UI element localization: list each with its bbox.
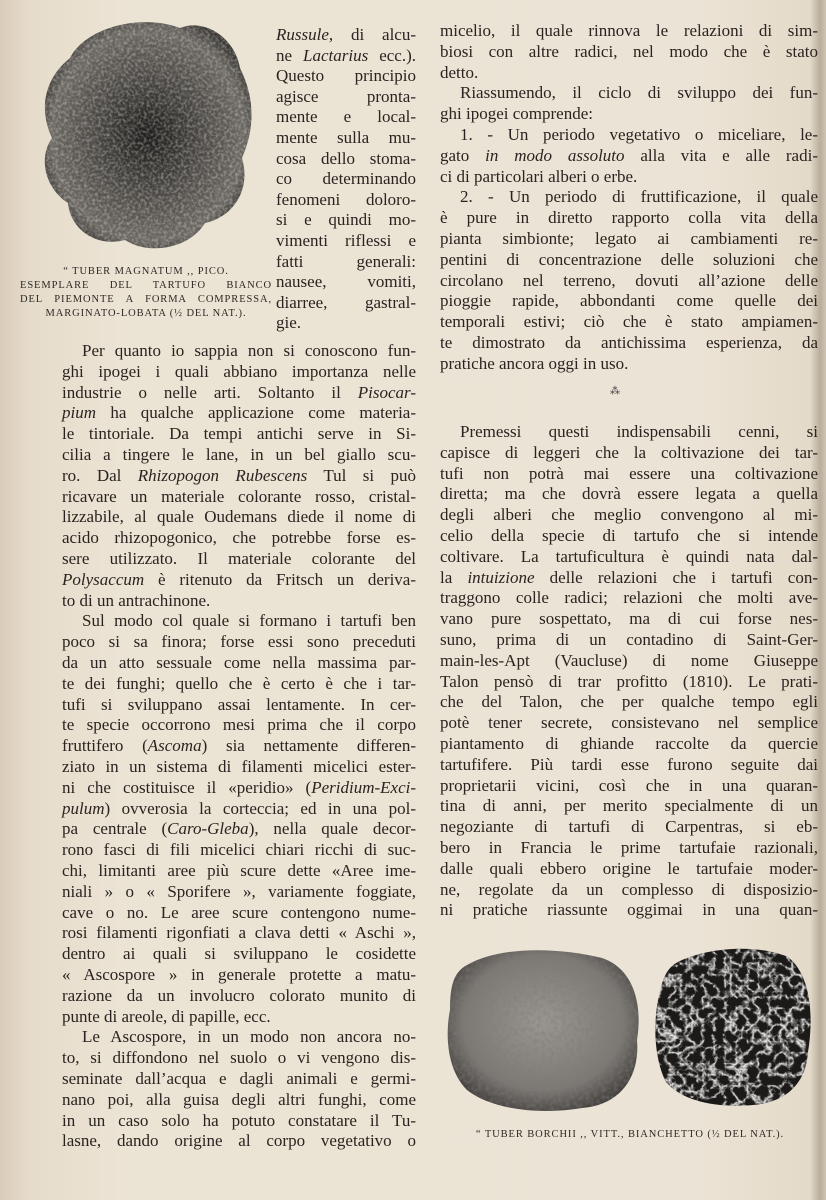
text-segment: suno, prima di un contadino di Saint-Ger- bbox=[440, 630, 818, 649]
text-line bbox=[276, 230, 416, 251]
text-line bbox=[440, 504, 818, 525]
text-segment: vimenti riflessi e bbox=[276, 231, 416, 250]
italic-term: pulum bbox=[62, 798, 105, 818]
text-segment: te specie occorrono mesi prima che il corpo bbox=[62, 715, 416, 735]
text-segment: diarree, gastral- bbox=[276, 292, 416, 312]
text-segment: alla vita e alle radi- bbox=[624, 145, 818, 165]
text-line bbox=[440, 879, 818, 900]
text-segment: tufi si sviluppano assai lentamente. In cer- bbox=[62, 694, 416, 714]
text-line bbox=[62, 465, 416, 486]
text-segment: celio della specie di tartufo che si intende bbox=[440, 526, 818, 545]
text-line bbox=[440, 650, 818, 671]
italic-term: Polysaccum bbox=[62, 569, 145, 589]
text-segment: ziato in un sistema di filamenti micelici ester- bbox=[62, 757, 416, 776]
text-line bbox=[460, 82, 818, 103]
text-line bbox=[62, 777, 416, 798]
text-segment: ni che costituisce il «peridio» ( bbox=[62, 777, 312, 797]
text-line bbox=[440, 249, 818, 270]
text-segment: ) sia nettamente differen- bbox=[201, 736, 416, 756]
text-segment: ) ovverosia la corteccia; ed in una pol- bbox=[104, 798, 416, 818]
caption-text: “ TUBER BORCHII ,, VITT., BIANCHETTO (½ DEL NAT.). bbox=[475, 1129, 785, 1140]
text-segment: to di un antrachinone. bbox=[62, 590, 211, 610]
italic-term: Caro-Gleba bbox=[167, 819, 249, 839]
text-segment: pianta simbionte; legato ai cambiamenti re- bbox=[440, 229, 818, 248]
text-segment: proprietarii vicini, così che in una quaran- bbox=[440, 775, 818, 795]
italic-term: intuizione bbox=[467, 567, 535, 587]
text-line bbox=[62, 1047, 416, 1068]
text-segment: chi, limitanti aree più scure dette «Aree ime- bbox=[62, 861, 416, 880]
text-segment: fatti generali: bbox=[276, 251, 416, 271]
text-segment: cave o no. Le aree scure contengono nume- bbox=[62, 902, 416, 922]
text-line bbox=[440, 62, 818, 83]
text-line bbox=[62, 506, 416, 527]
text-segment: mente sulla mu- bbox=[276, 128, 416, 147]
text-segment: lizzabile, al quale Oudemans diede il nome di bbox=[62, 507, 416, 527]
text-line bbox=[62, 423, 416, 444]
asterism-glyph: ⁂ bbox=[610, 386, 620, 397]
text-line bbox=[276, 148, 416, 169]
text-segment: ecc.). bbox=[368, 45, 416, 65]
text-segment: bero in Francia le prime tartufaie razionali, bbox=[440, 838, 818, 857]
text-segment: ne bbox=[276, 45, 304, 65]
text-segment: cosa dello stoma- bbox=[276, 148, 416, 168]
text-line bbox=[440, 207, 818, 228]
text-line bbox=[276, 127, 416, 148]
text-segment: cilia a tingere le lane, in un bel giallo scu- bbox=[62, 445, 416, 464]
text-segment: detto. bbox=[440, 62, 479, 82]
truffle-photo-tuber-magnatum bbox=[30, 8, 260, 260]
text-line bbox=[440, 608, 818, 629]
text-segment: piantamento di ghiande raccolte da quercie bbox=[440, 734, 818, 753]
text-line bbox=[440, 546, 818, 567]
text-line bbox=[62, 985, 416, 1006]
text-line bbox=[440, 228, 818, 249]
text-segment: potè tener secrete, consistevano nel semplice bbox=[440, 713, 818, 733]
text-segment: tufi non potrà mai essere una coltivazione bbox=[440, 463, 818, 483]
text-line bbox=[440, 103, 818, 124]
text-line bbox=[62, 569, 416, 590]
text-segment: da un atto sessuale come nella massima par- bbox=[62, 653, 416, 672]
text-line bbox=[440, 858, 818, 879]
text-line bbox=[276, 292, 416, 313]
text-line bbox=[276, 168, 416, 189]
text-segment: main-les-Apt (Vaucluse) di nome Giuseppe bbox=[440, 650, 818, 670]
text-line bbox=[440, 754, 818, 775]
text-segment: traggono colle radici; relazioni che molti ave- bbox=[440, 588, 818, 608]
text-line bbox=[62, 1130, 416, 1151]
text-segment: gato bbox=[440, 145, 486, 165]
text-segment: ricavare un materiale colorante rosso, cristal- bbox=[62, 486, 416, 506]
text-line bbox=[440, 41, 818, 62]
text-line bbox=[62, 964, 416, 985]
text-line bbox=[440, 20, 818, 41]
text-line bbox=[276, 45, 416, 66]
text-segment: ghi ipogei i quali abbiano importanza nelle bbox=[62, 361, 416, 381]
text-segment: poco si sa finora; forse essi sono preceduti bbox=[62, 632, 416, 652]
text-line bbox=[440, 775, 818, 796]
italic-term: Pisocar- bbox=[357, 382, 416, 402]
text-segment: Premessi questi indispensabili cenni, si bbox=[460, 422, 818, 441]
italic-term: Russule bbox=[276, 25, 329, 44]
text-segment: lasne, dando origine al corpo vegetativo o bbox=[62, 1131, 416, 1151]
text-segment: Le Ascospore, in un modo non ancora no- bbox=[82, 1027, 416, 1047]
text-segment: che del Talon, che per qualche tempo egli bbox=[440, 692, 818, 712]
text-segment: circolano nel terreno, dovuti all’azione delle bbox=[440, 270, 818, 290]
caption-line: MARGINATO-LOBATA (½ DEL NAT.). bbox=[45, 308, 247, 319]
text-line bbox=[62, 1089, 416, 1110]
text-segment: rosi filamenti rigonfiati a clava detti « Aschi », bbox=[62, 923, 416, 943]
text-segment: tartufifere. Più tardi esse furono seguite dai bbox=[440, 754, 818, 774]
caption-line: DEL PIEMONTE A FORMA COMPRESSA, bbox=[20, 294, 272, 305]
text-segment: ci di particolari alberi o erbe. bbox=[440, 166, 638, 186]
text-line bbox=[276, 86, 416, 107]
figure-2-caption bbox=[450, 1128, 810, 1142]
text-line bbox=[440, 332, 818, 353]
text-segment: ), nella quale decor- bbox=[248, 819, 416, 839]
italic-term: in modo assoluto bbox=[485, 145, 625, 165]
text-line bbox=[440, 587, 818, 608]
text-segment: acido rhizopogonico, che potrebbe forse es- bbox=[62, 528, 416, 548]
text-line bbox=[62, 1068, 416, 1089]
text-segment: Sul modo col quale si formano i tartufi ben bbox=[82, 611, 416, 631]
text-line bbox=[62, 798, 416, 819]
text-segment: Questo principio bbox=[276, 66, 416, 86]
text-line bbox=[276, 24, 416, 45]
text-line bbox=[440, 691, 818, 712]
text-line bbox=[62, 1006, 416, 1027]
text-segment: diretta; ma che dovrà essere legata a quella bbox=[440, 484, 818, 504]
text-segment: ro. Dal bbox=[62, 465, 138, 485]
text-segment: Tul si può bbox=[307, 465, 416, 485]
text-line bbox=[440, 795, 818, 816]
text-segment: Talon pensò di trar profitto (1810). Le prati- bbox=[440, 671, 818, 691]
text-line bbox=[440, 837, 818, 858]
text-segment: ghi ipogei comprende: bbox=[440, 104, 593, 124]
text-segment: 1. - Un periodo vegetativo o miceliare, le- bbox=[460, 125, 818, 144]
text-segment: seminate dall’acqua e dagli animali e germi- bbox=[62, 1069, 416, 1088]
text-line bbox=[62, 714, 416, 735]
text-segment: tina di anni, per merito specialmente di un bbox=[440, 796, 818, 816]
text-line bbox=[82, 340, 416, 361]
text-line bbox=[440, 442, 818, 463]
text-line bbox=[440, 166, 818, 187]
text-line bbox=[62, 922, 416, 943]
text-segment: delle relazioni che i tartufi con- bbox=[534, 567, 818, 587]
text-segment: te dei funghi; quello che è certo è che i tar- bbox=[62, 673, 416, 693]
text-segment: degli alberi che meglio convengono al mi- bbox=[440, 505, 818, 525]
text-segment: pa centrale ( bbox=[62, 819, 168, 839]
text-segment: vano pure sospettato, ma di cui forse nes- bbox=[440, 609, 818, 629]
text-segment: to, si diffondono nel suolo o vi vengono dis- bbox=[62, 1048, 416, 1068]
text-segment: la bbox=[440, 567, 468, 587]
text-segment: pentini di concentrazione delle soluzioni che bbox=[440, 249, 818, 269]
text-segment: coltivare. La tartuficultura è quindi nata dal- bbox=[440, 546, 818, 566]
text-line bbox=[62, 486, 416, 507]
text-segment: industrie o nelle arti. Soltanto il bbox=[62, 382, 358, 402]
text-segment: nano poi, alla guisa degli altri funghi, come bbox=[62, 1089, 416, 1109]
text-segment: ni pratiche riassunte oggimai in una quan- bbox=[440, 900, 818, 920]
text-line bbox=[440, 629, 818, 650]
text-line bbox=[82, 610, 416, 631]
text-segment: pratiche ancora oggi in uso. bbox=[440, 353, 629, 373]
text-segment: capisce di leggeri che la coltivazione dei tar- bbox=[440, 442, 818, 462]
text-line bbox=[62, 590, 416, 611]
italic-term: pium bbox=[62, 403, 96, 423]
text-line bbox=[62, 839, 416, 860]
text-line bbox=[62, 402, 416, 423]
text-segment: te dimostrato da antichissima esperienza, da bbox=[440, 333, 818, 352]
text-line bbox=[440, 145, 818, 166]
italic-term: Rhizopogon Rubescens bbox=[137, 465, 308, 485]
text-line bbox=[276, 251, 416, 272]
text-segment: niali » o « Sporifere », variamente foggiate, bbox=[62, 881, 416, 901]
text-line bbox=[62, 860, 416, 881]
text-segment: Riassumendo, il ciclo di sviluppo dei fun- bbox=[460, 83, 818, 103]
text-segment: punte di areole, di papille, ecc. bbox=[62, 1006, 271, 1026]
text-line bbox=[62, 818, 416, 839]
text-segment: , di alcu- bbox=[328, 25, 416, 44]
text-line bbox=[62, 1110, 416, 1131]
text-segment: ha qualche applicazione come materia- bbox=[96, 403, 416, 423]
text-line bbox=[460, 186, 818, 207]
text-segment: rono fasci di fili micelici chiari ricchi di suc- bbox=[62, 840, 416, 860]
text-segment: negoziante di tartufi di Carpentras, si eb- bbox=[440, 817, 818, 837]
text-line bbox=[62, 735, 416, 756]
text-line bbox=[62, 673, 416, 694]
text-line bbox=[460, 124, 818, 145]
text-segment: mente e local- bbox=[276, 107, 416, 127]
text-line bbox=[460, 421, 818, 442]
text-line bbox=[440, 816, 818, 837]
text-line bbox=[440, 899, 818, 920]
text-segment: ne, regolate da un complesso di disposizio- bbox=[440, 879, 818, 899]
text-line bbox=[62, 548, 416, 569]
italic-term: Peridium-Exci- bbox=[311, 777, 416, 797]
text-line bbox=[276, 209, 416, 230]
text-line bbox=[62, 694, 416, 715]
text-line bbox=[62, 902, 416, 923]
text-segment: pioggie rapide, abbondanti come quelle dei bbox=[440, 291, 818, 311]
text-segment: fruttifero ( bbox=[62, 736, 148, 756]
caption-line: “ TUBER MAGNATUM ,, PICO. bbox=[63, 266, 229, 277]
text-segment: le tintoriale. Da tempi antichi serve in Si- bbox=[62, 424, 416, 444]
text-line bbox=[62, 756, 416, 777]
text-line bbox=[62, 382, 416, 403]
text-segment: temporali estivi; ciò che è stato ampiamen- bbox=[440, 312, 818, 332]
text-segment: micelio, il quale rinnova le relazioni di sim- bbox=[440, 21, 818, 40]
text-line bbox=[62, 444, 416, 465]
text-segment: « Ascospore » in generale protette a matu- bbox=[62, 965, 416, 984]
text-line bbox=[62, 652, 416, 673]
text-segment: è pure in diretto rapporto colla vita della bbox=[440, 208, 818, 228]
text-line bbox=[276, 189, 416, 210]
text-segment: razione da un involucro colorato munito di bbox=[62, 985, 416, 1005]
text-segment: dentro ai quali si sviluppano le cosidette bbox=[62, 944, 416, 964]
text-line bbox=[440, 353, 818, 374]
text-line bbox=[440, 567, 818, 588]
text-line bbox=[62, 881, 416, 902]
text-segment: si e quindi mo- bbox=[276, 210, 416, 230]
text-line bbox=[276, 65, 416, 86]
text-segment: co determinando bbox=[276, 169, 416, 189]
text-line bbox=[440, 311, 818, 332]
text-segment: sere utilizzato. Il materiale colorante del bbox=[62, 549, 416, 568]
text-segment: è ritenuto da Fritsch un deriva- bbox=[144, 569, 416, 589]
truffle-photo-tuber-borchii-exterior bbox=[442, 940, 647, 1115]
text-segment: nausee, vomiti, bbox=[276, 272, 416, 292]
text-line bbox=[440, 525, 818, 546]
text-segment: in un caso solo ha potuto constatare il Tu- bbox=[62, 1110, 416, 1130]
text-line bbox=[276, 271, 416, 292]
text-line bbox=[440, 483, 818, 504]
truffle-photo-tuber-borchii-section bbox=[648, 942, 816, 1110]
text-segment: agisce pronta- bbox=[276, 86, 416, 106]
text-line bbox=[440, 290, 818, 311]
text-segment: Per quanto io sappia non si conoscono fun- bbox=[82, 341, 416, 360]
text-segment: 2. - Un periodo di fruttificazione, il quale bbox=[460, 187, 818, 207]
italic-term: Lactarius bbox=[303, 45, 369, 65]
section-asterism bbox=[590, 388, 640, 396]
text-line bbox=[62, 527, 416, 548]
text-line bbox=[62, 943, 416, 964]
text-line bbox=[82, 1026, 416, 1047]
text-segment: gie. bbox=[276, 313, 302, 333]
text-line bbox=[276, 312, 416, 333]
text-line bbox=[62, 361, 416, 382]
text-line bbox=[62, 631, 416, 652]
text-line bbox=[440, 463, 818, 484]
text-line bbox=[440, 270, 818, 291]
text-line bbox=[276, 106, 416, 127]
caption-line: ESEMPLARE DEL TARTUFO BIANCO bbox=[20, 280, 272, 291]
italic-term: Ascoma bbox=[147, 736, 202, 756]
figure-1-caption bbox=[20, 265, 272, 321]
text-line bbox=[440, 712, 818, 733]
text-segment: dalle quali ebbero origine le tartufaie moder- bbox=[440, 858, 818, 878]
text-line bbox=[440, 671, 818, 692]
text-line bbox=[440, 733, 818, 754]
text-segment: fenomeni doloro- bbox=[276, 189, 416, 209]
text-segment: biosi con altre radici, nel modo che è stato bbox=[440, 41, 818, 61]
